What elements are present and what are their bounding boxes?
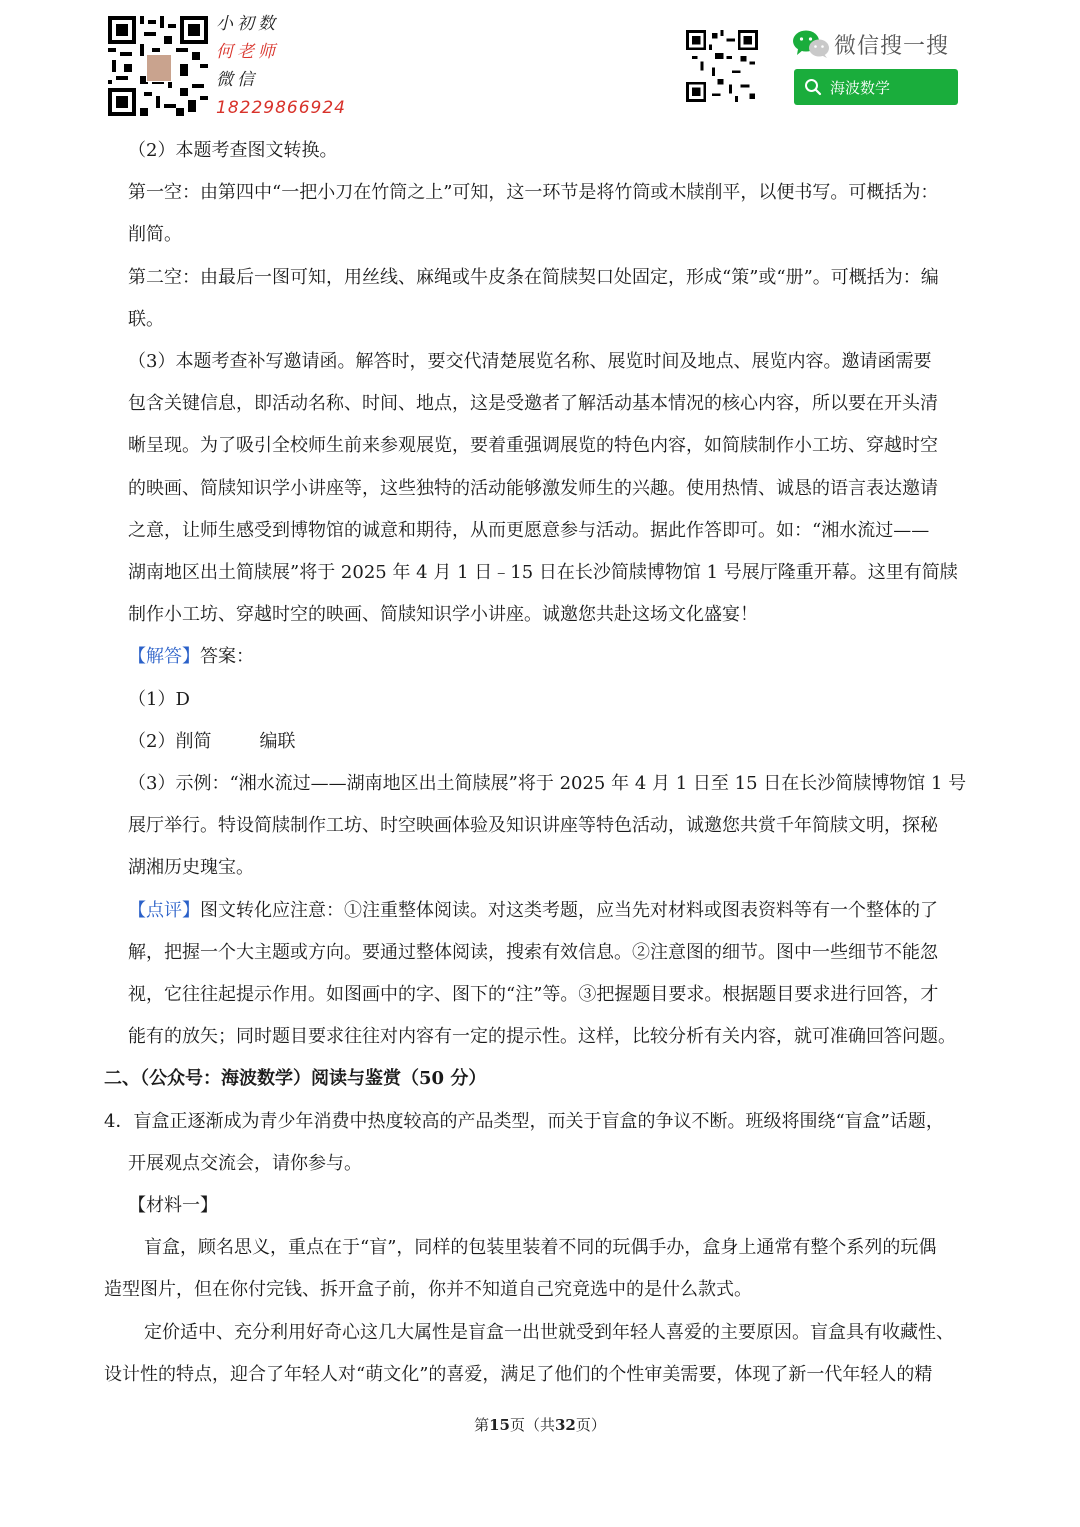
- text-line: [104, 721, 980, 763]
- text-line: 定价适中、充分利用好奇心这几大属性是盲盒一出世就受到年轻人喜爱的主要原因。盲盒具有收藏性、: [144, 1321, 954, 1343]
- text-line: 造型图片，但在你付完钱、拆开盒子前，你并不知道自己究竟选中的是什么款式。: [104, 1279, 752, 1301]
- qr-code-icon: [686, 30, 758, 102]
- text-line: 展厅举行。特设简牍制作工坊、时空映画体验及知识讲座等特色活动，诚邀您共赏千年简牍文明，探秘: [128, 815, 938, 837]
- wechat-search-label: 海波数学: [830, 78, 891, 97]
- answer-part: 编联: [259, 730, 296, 752]
- section-title: 二、（公众号：海波数学）阅读与鉴赏（50 分）: [104, 1068, 487, 1090]
- text-line: 视，它往往起提示作用。如图画中的字、图下的“注”等。③把握题目要求。根据题目要求进行回答，才: [128, 984, 939, 1006]
- note-line: 何老师: [216, 42, 279, 62]
- comment-tag: 【点评】: [128, 899, 200, 921]
- contact-note: [216, 10, 346, 122]
- page-number-mid: 页（共: [509, 1416, 555, 1434]
- wechat-icon: [792, 29, 830, 59]
- search-icon: [804, 78, 822, 96]
- text-line: （1）D: [128, 688, 190, 710]
- page-header: [0, 0, 1080, 125]
- text-line: 解，把握一个大主题或方向。要通过整体阅读，搜索有效信息。②注意图的细节。图中一些细节不能忽: [128, 941, 938, 963]
- answer-tag: 【解答】: [128, 646, 200, 668]
- text-line: 的映画、简牍知识学小讲座等，这些独特的活动能够激发师生的兴趣。使用热情、诚恳的语言表达邀请: [128, 477, 938, 499]
- text-line: 第二空：由最后一图可知，用丝线、麻绳或牛皮条在简牍契口处固定，形成“策”或“册”。可概括为：编: [128, 266, 939, 288]
- text-line: 湖湘历史瑰宝。: [128, 857, 254, 879]
- page-number-suffix: 页）: [575, 1416, 606, 1434]
- material-heading: 【材料一】: [128, 1195, 218, 1217]
- current-page: 15: [489, 1416, 510, 1434]
- text-line: 之意，让师生感受到博物馆的诚意和期待，从而更愿意参与活动。据此作答即可。如：“湘水流过——: [128, 519, 930, 541]
- text-line: 能有的放矢；同时题目要求往往对内容有一定的提示性。这样，比较分析有关内容，就可准确回答问题。: [128, 1026, 956, 1048]
- question-text: 4．盲盒正逐渐成为青少年消费中热度较高的产品类型，而关于盲盒的争议不断。班级将围绕“盲盒”话题，: [104, 1110, 944, 1132]
- comment-text: 图文转化应注意：①注重整体阅读。对这类考题，应当先对材料或图表资料等有一个整体的了: [200, 899, 938, 921]
- answer-label: 答案：: [200, 646, 254, 668]
- text-line: （3）本题考查补写邀请函。解答时，要交代清楚展览名称、展览时间及地点、展览内容。邀请函需要: [128, 351, 932, 373]
- wechat-search-brand: [792, 26, 949, 62]
- qr-code-icon: [108, 16, 208, 116]
- text-line: 设计性的特点，迎合了年轻人对“萌文化”的喜爱，满足了他们的个性审美需要，体现了新一代年轻人的精: [104, 1363, 933, 1385]
- text-line: （2）本题考查图文转换。: [128, 140, 338, 161]
- note-line: 微信: [216, 70, 258, 90]
- text-line: （3）示例：“湘水流过——湖南地区出土简牍展”将于 2025 年 4 月 1 日至 15 日在长沙简牍博物馆 1 号: [128, 773, 967, 795]
- avatar: [146, 54, 172, 82]
- total-pages: 32: [555, 1416, 576, 1434]
- document-body: [104, 130, 980, 1396]
- text-line: 联。: [128, 308, 164, 330]
- wechat-search-box[interactable]: [794, 69, 958, 105]
- text-line: 制作小工坊、穿越时空的映画、简牍知识学小讲座。诚邀您共赴这场文化盛宴！: [128, 604, 758, 626]
- note-line: 小初数: [216, 14, 279, 34]
- text-line: 削简。: [128, 224, 182, 246]
- text-line: 开展观点交流会，请你参与。: [128, 1152, 362, 1174]
- text-line: 湖南地区出土简牍展”将于 2025 年 4 月 1 日﹣15 日在长沙简牍博物馆 1 号展厅隆重开幕。这里有简牍: [128, 562, 958, 584]
- answer-heading: [104, 636, 980, 678]
- text-line: 盲盒，顾名思义，重点在于“盲”，同样的包装里装着不同的玩偶手办，盒身上通常有整个系列的玩偶: [144, 1237, 937, 1259]
- text-line: 第一空：由第四中“一把小刀在竹筒之上”可知，这一环节是将竹筒或木牍削平，以便书写。可概括为：: [128, 182, 939, 204]
- comment-heading: [104, 890, 980, 932]
- page-number: [0, 1414, 1080, 1435]
- page-number-prefix: 第: [474, 1416, 490, 1434]
- text-line: 包含关键信息，即活动名称、时间、地点，这是受邀者了解活动基本情况的核心内容，所以要在开头清: [128, 393, 938, 415]
- note-phone: 18229866924: [216, 98, 346, 118]
- answer-part: （2）削简: [128, 730, 212, 752]
- text-line: 晰呈现。为了吸引全校师生前来参观展览，要着重强调展览的特色内容，如简牍制作小工坊、穿越时空: [128, 435, 938, 457]
- wechat-brand-label: 微信搜一搜: [834, 33, 950, 59]
